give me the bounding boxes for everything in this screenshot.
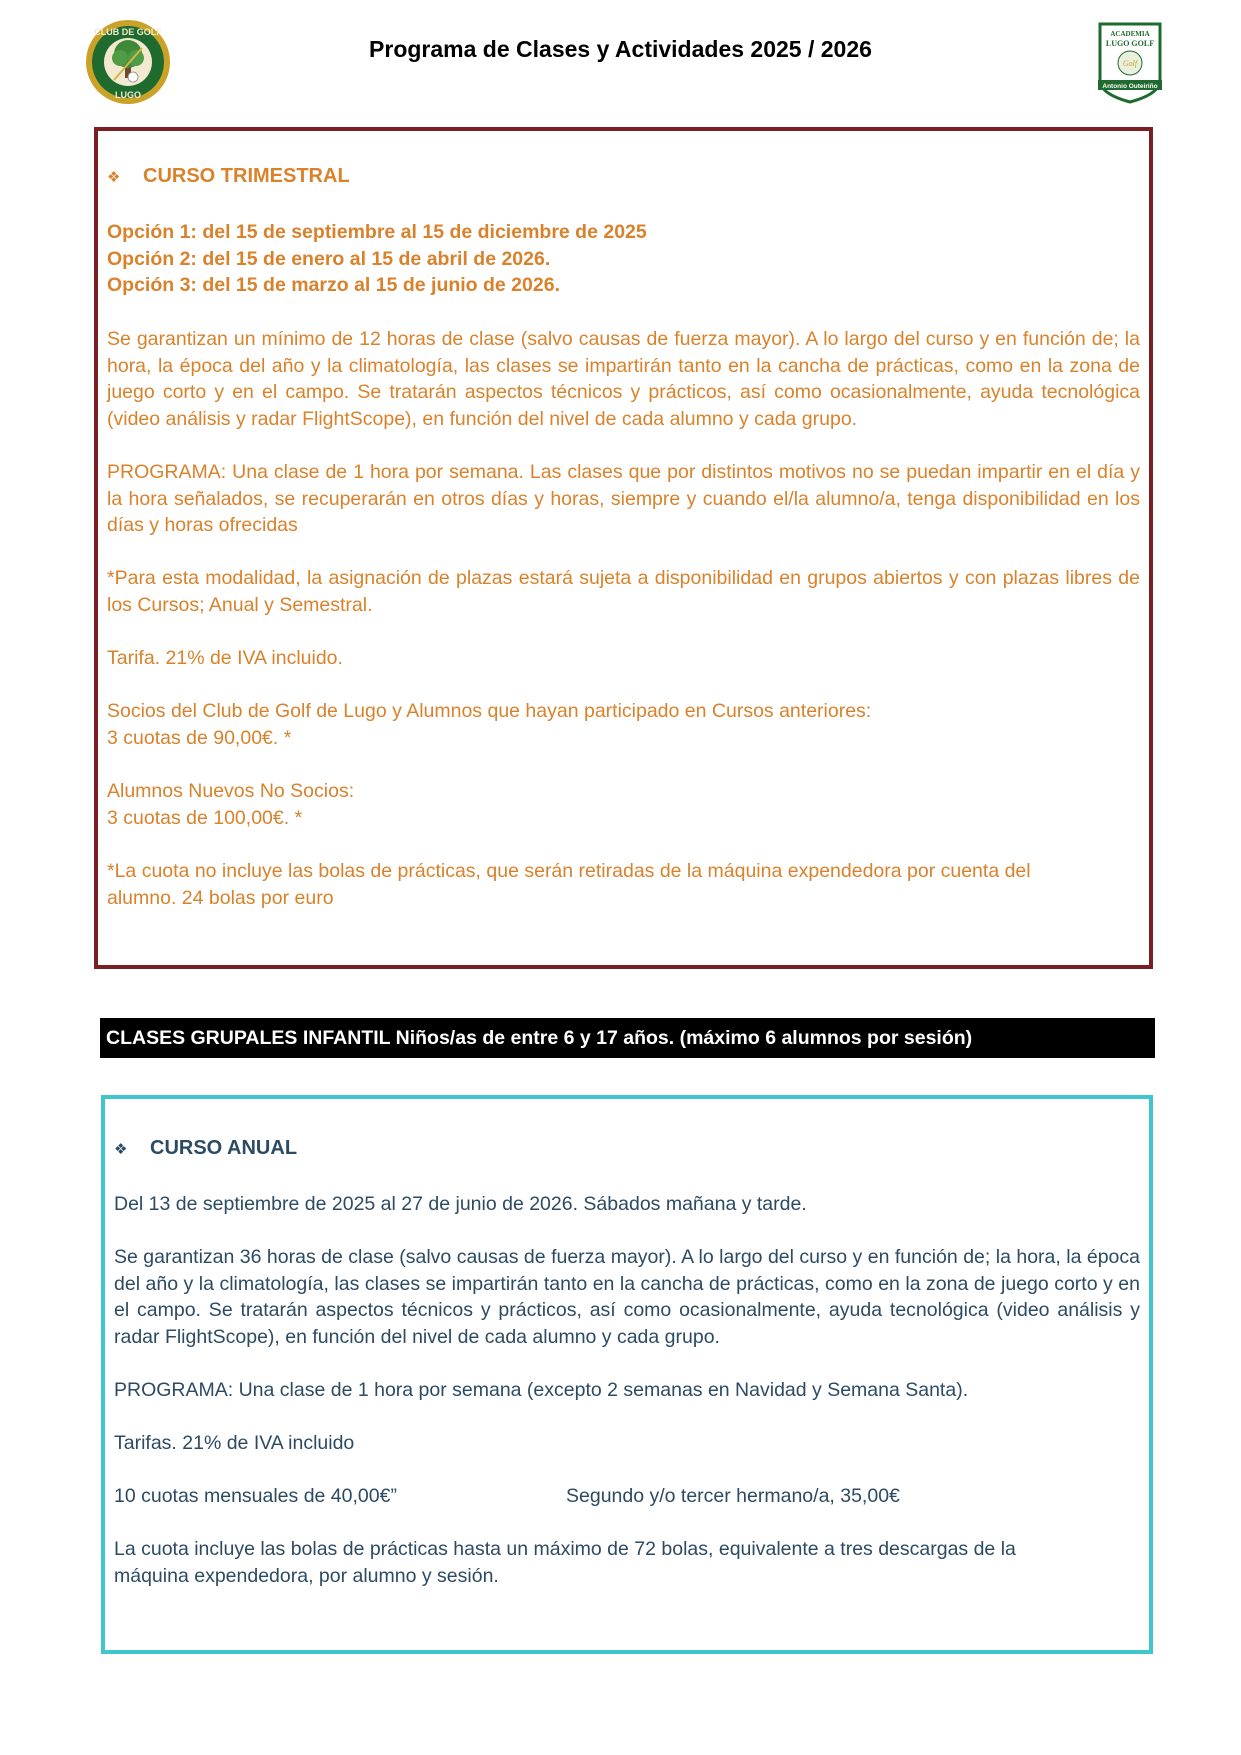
academia-lugo-golf-logo [1094,20,1166,106]
infantil-bar-rest: Niños/as de entre 6 y 17 años. (máximo 6 alumnos por sesión) [390,1027,973,1049]
balls-note: *La cuota no incluye las bolas de prácticas, que serán retiradas de la máquina expendedora por cuenta del alumno. 24 bolas por euro [107,860,1031,909]
trimestral-places-note: *Para esta modalidad, la asignación de plazas estará sujeta a disponibilidad en grupos abiertos y con plazas libres de los Cursos; Anual y Semestral. [107,567,1140,616]
anual-guarantee: Se garantizan 36 horas de clase (salvo causas de fuerza mayor). A lo largo del curso y en función de; la hora, la época del año y la climatología, las clases se impartirán tanto en la cancha de prácticas, como en la zona de juego corto y en el campo. Se tratarán aspectos técnicos y prácticos, así como ocasionalmente, ayuda tecnológica (video análisis y radar FlightScope), en función del nivel de cada alumno y cada grupo. [114,1246,1140,1348]
anual-tariff: Tarifas. 21% de IVA incluido [114,1432,355,1454]
trimestral-guarantee: Se garantizan un mínimo de 12 horas de clase (salvo causas de fuerza mayor). A lo largo del curso y en función de; la hora, la época del año y la climatología, las clases se impartirán tanto en la cancha de prácticas, como en la zona de juego corto y en el campo. Se tratarán aspectos técnicos y prácticos, así como ocasionalmente, ayuda tecnológica (video análisis y radar FlightScope), en función del nivel de cada alumno y cada grupo. [107,328,1140,430]
monthly-price: 10 cuotas mensuales de 40,00€” [114,1485,397,1507]
option-3: Opción 3: del 15 de marzo al 15 de junio de 2026. [107,274,560,296]
anual-balls-note: La cuota incluye las bolas de prácticas hasta un máximo de 72 bolas, equivalente a tres descargas de la máquina expendedora, por alumno y sesión. [114,1538,1016,1587]
trimestral-heading: CURSO TRIMESTRAL [143,165,350,187]
option-1: Opción 1: del 15 de septiembre al 15 de diciembre de 2025 [107,221,647,243]
members-price: 3 cuotas de 90,00€. * [107,726,292,749]
svg-text:Golf: Golf [1122,59,1138,68]
anual-program: PROGRAMA: Una clase de 1 hora por semana (excepto 2 semanas en Navidad y Semana Santa). [114,1379,969,1401]
new-students-label: Alumnos Nuevos No Socios: [107,780,355,802]
new-students-price: 3 cuotas de 100,00€. * [107,806,303,829]
diamond-bullet-icon: ❖ [107,168,121,186]
section-heading [107,165,1140,188]
anual-price-row [114,1483,1140,1510]
trimestral-tariff: Tarifa. 21% de IVA incluido. [107,647,343,669]
svg-text:CLUB DE GOLF: CLUB DE GOLF [94,27,162,37]
sibling-price: Segundo y/o tercer hermano/a, 35,00€ [566,1485,900,1507]
page-title: Programa de Clases y Actividades 2025 / 2026 [369,36,872,62]
svg-text:LUGO GOLF: LUGO GOLF [1105,39,1155,48]
diamond-bullet-icon: ❖ [114,1140,128,1158]
clases-grupales-infantil-bar [100,1018,1155,1058]
members-label: Socios del Club de Golf de Lugo y Alumnos que hayan participado en Cursos anteriores: [107,700,872,722]
anual-heading: CURSO ANUAL [150,1137,298,1159]
svg-text:ACADEMIA: ACADEMIA [1110,30,1150,38]
svg-text:LUGO: LUGO [115,90,141,100]
trimestral-program: PROGRAMA: Una clase de 1 hora por semana. Las clases que por distintos motivos no se puedan impartir en el día y la hora señalados, se recuperarán en otros días y horas, siempre y cuando el/la alumno/a, tenga disponibilidad en los días y horas ofrecidas [107,461,1140,536]
curso-trimestral-box [94,127,1153,969]
infantil-bar-bold: CLASES GRUPALES INFANTIL [106,1027,391,1049]
svg-text:Antonio Outeiriño: Antonio Outeiriño [1102,83,1158,90]
section-heading [114,1137,1140,1160]
curso-anual-box [101,1095,1153,1654]
anual-dates: Del 13 de septiembre de 2025 al 27 de junio de 2026. Sábados mañana y tarde. [114,1193,807,1215]
option-2: Opción 2: del 15 de enero al 15 de abril de 2026. [107,247,551,270]
